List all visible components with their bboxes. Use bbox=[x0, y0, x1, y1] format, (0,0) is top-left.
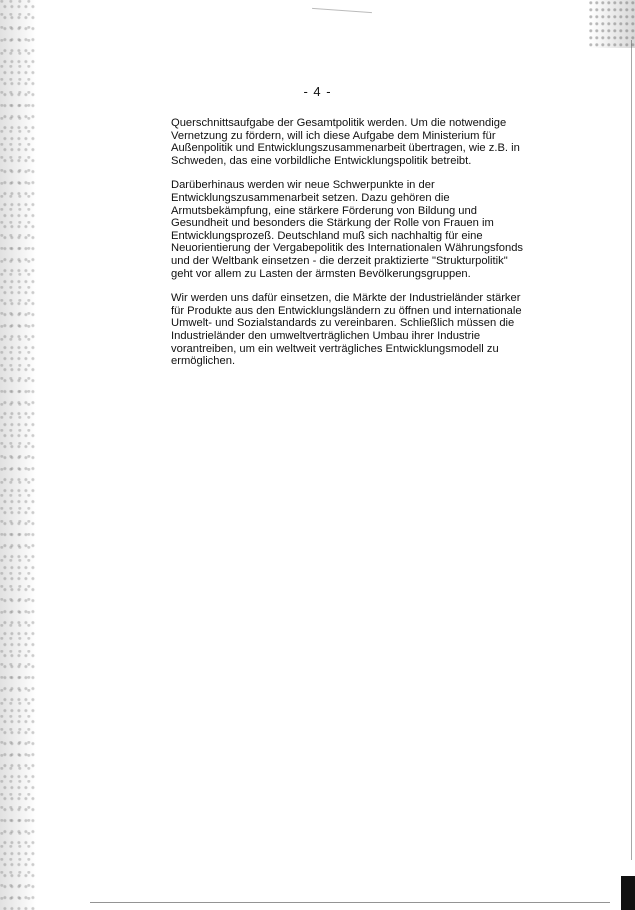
text-line: Entwicklungszusammenarbeit setzen. Dazu gehören die bbox=[171, 191, 450, 204]
text-line: und der Weltbank einsetzen - die derzeit praktizierte "Strukturpolitik" bbox=[171, 254, 508, 267]
text-line: Darüberhinaus werden wir neue Schwerpunkte in der bbox=[171, 179, 435, 192]
text-line: Entwicklungsprozeß. Deutschland muß sich nachhaltig für eine bbox=[171, 229, 483, 242]
scan-edge-bottom-right-block bbox=[621, 876, 635, 910]
text-line: Querschnittsaufgabe der Gesamtpolitik werden. Um die notwendige bbox=[171, 117, 507, 129]
document-body bbox=[171, 117, 531, 380]
text-line: ermöglichen. bbox=[171, 355, 236, 368]
paragraph-2 bbox=[171, 179, 531, 280]
text-line: für Produkte aus den Entwicklungsländern zu öffnen und internationale bbox=[171, 304, 522, 317]
scan-edge-top-mark bbox=[312, 8, 372, 13]
scan-edge-top-right bbox=[589, 0, 635, 48]
text-line: Gesundheit und besonders die Stärkung der Rolle von Frauen im bbox=[171, 217, 494, 230]
paragraph-3 bbox=[171, 292, 531, 368]
text-line: Vernetzung zu fördern, will ich diese Aufgabe dem Ministerium für bbox=[171, 129, 496, 142]
text-line: vorantreiben, um ein weltweit verträgliches Entwicklungsmodell zu bbox=[171, 342, 499, 355]
scan-edge-left bbox=[0, 0, 36, 910]
text-line: Neuorientierung der Vergabepolitik des Internationalen Währungsfonds bbox=[171, 242, 524, 255]
paragraph-1 bbox=[171, 117, 531, 167]
text-line: Umwelt- und Sozialstandards zu vereinbaren. Schließlich müssen die bbox=[171, 317, 515, 330]
text-line: Industrieländer den umweltverträglichen Umbau ihrer Industrie bbox=[171, 329, 481, 342]
scan-edge-bottom-line bbox=[90, 902, 610, 903]
scan-edge-right-line bbox=[631, 40, 632, 860]
text-line: geht vor allem zu Lasten der ärmsten Bevölkerungsgruppen. bbox=[171, 267, 471, 280]
text-line: Schweden, das eine vorbildliche Entwicklungspolitik betreibt. bbox=[171, 154, 472, 167]
text-line: Armutsbekämpfung, eine stärkere Förderung von Bildung und bbox=[171, 204, 477, 217]
text-line: Wir werden uns dafür einsetzen, die Märkte der Industrieländer stärker bbox=[171, 292, 521, 305]
text-line: Außenpolitik und Entwicklungszusammenarbeit übertragen, wie z.B. in bbox=[171, 142, 520, 155]
page-number: - 4 - bbox=[303, 84, 332, 99]
